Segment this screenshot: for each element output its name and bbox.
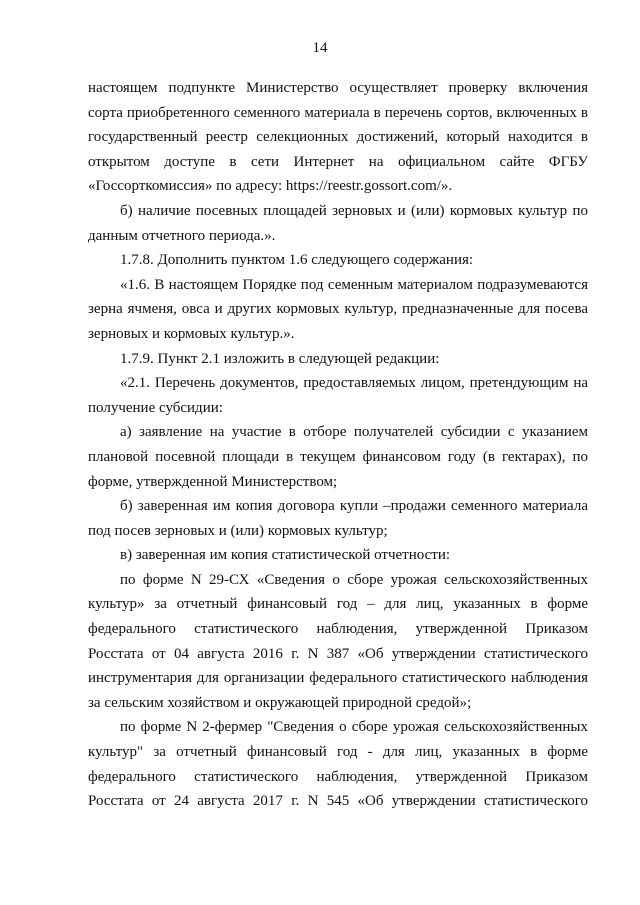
paragraph-form-29-sh: по форме N 29-СХ «Сведения о сборе урожая сельскохозяйственных культур» за отчетный финансовый год – для лиц, указанных в форме федерального статистического наблюдения, утвержденной Приказом Росстата от 04 августа 2016 г. N 387 «Об утверждении статистического инструментария для организации федерального статистического наблюдения за сельским хозяйством и окружающей природной средой»;	[88, 571, 588, 711]
paragraph-continuation: настоящем подпункте Министерство осуществляет проверку включения сорта приобретенного семенного материала в перечень сортов, включенных в государственный реестр селекционных достижений, который находится в открытом доступе в сети Интернет на официальном сайте ФГБУ «Госсорткомиссия» по адресу: https://reestr.gossort.com/».	[88, 80, 588, 195]
paragraph-subitem-a: а) заявление на участие в отборе получателей субсидии с указанием плановой посевной площади в текущем финансовом году (в гектарах), по форме, утвержденной Министерством;	[88, 424, 588, 490]
page-number: 14	[312, 40, 328, 56]
paragraph-form-2-fermer: по форме N 2-фермер "Сведения о сборе урожая сельскохозяйственных культур" за отчетный финансовый год - для лиц, указанных в форме федерального статистического наблюдения, утвержденной Приказом Росстата от 24 августа 2017 г. N 545 «Об утверждении статистического	[88, 719, 588, 810]
paragraph-1-7-9: 1.7.9. Пункт 2.1 изложить в следующей редакции:	[120, 350, 440, 367]
paragraph-1-7-8: 1.7.8. Дополнить пунктом 1.6 следующего содержания:	[120, 252, 474, 269]
paragraph-1-6-quote: «1.6. В настоящем Порядке под семенным материалом подразумеваются зерна ячменя, овса и других кормовых культур, предназначенные для посева зерновых и кормовых культур.».	[88, 276, 588, 342]
paragraph-subitem-b-contract: б) заверенная им копия договора купли –продажи семенного материала под посев зерновых и (или) кормовых культур;	[88, 498, 588, 539]
document-body	[88, 76, 588, 814]
paragraph-subitem-b: б) наличие посевных площадей зерновых и (или) кормовых культур по данным отчетного периода.».	[88, 202, 588, 244]
paragraph-subitem-v: в) заверенная им копия статистической отчетности:	[120, 547, 451, 564]
paragraph-2-1-quote: «2.1. Перечень документов, предоставляемых лицом, претендующим на получение субсидии:	[88, 375, 588, 416]
